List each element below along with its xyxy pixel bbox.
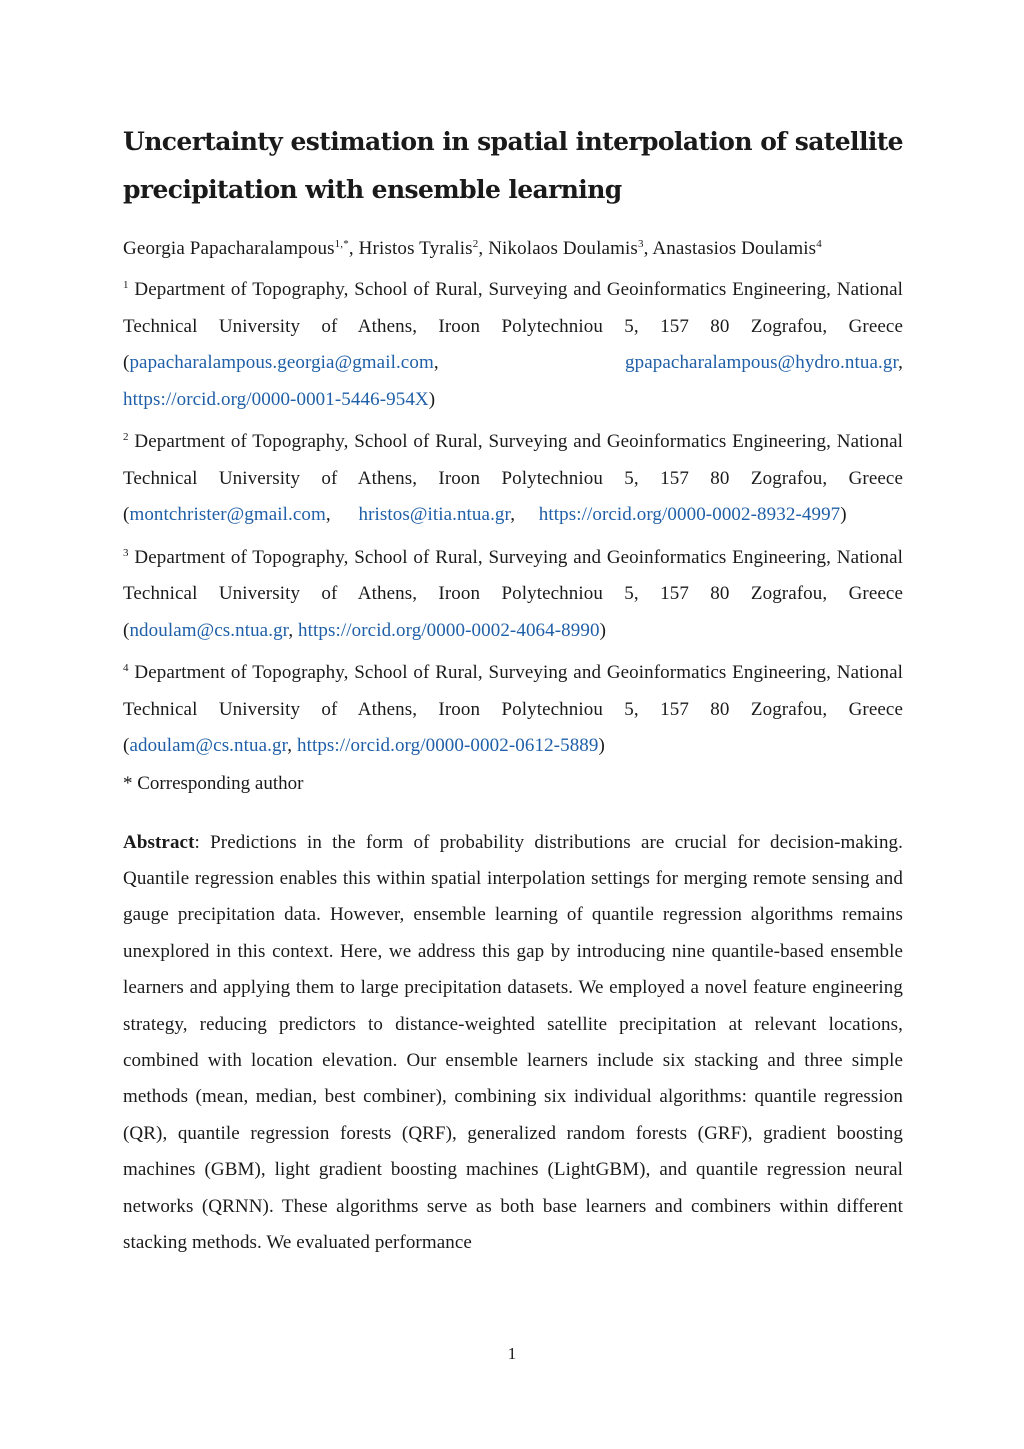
author-list [123,236,903,262]
affiliation-3: $^3$ Department of Topography, School of Rural, Surveying and Geoinformatics Engineering, National Technical University of Athens, Iroon Polytechniou 5, 157 80 Zografou, Greece (ndoulam@cs.ntua.gr, https://orcid.org/0000-0002-4064-8990) [123,546,903,641]
email-link[interactable]: gpapacharalampous@hydro.ntua.gr [625,352,899,373]
affiliation-4: $^4$ Department of Topography, School of Rural, Surveying and Geoinformatics Engineering, National Technical University of Athens, Iroon Polytechniou 5, 157 80 Zografou, Greece (adoulam@cs.ntua.gr, https://orcid.org/0000-0002-0612-5889) [123,662,903,756]
paper-page [123,118,903,1261]
orcid-link[interactable]: https://orcid.org/0000-0002-8932-4997 [538,504,841,525]
author-1: Georgia Papacharalampous$^{1,*}$, [123,238,359,259]
affiliation-2: $^2$ Department of Topography, School of Rural, Surveying and Geoinformatics Engineering, National Technical University of Athens, Iroon Polytechniou 5, 157 80 Zografou, Greece (montchrister@gmail.com, hristos@itia.ntua.gr, https://orcid.org/0000-0002-8932-4997) [123,431,903,525]
orcid-link[interactable]: https://orcid.org/0000-0002-0612-5889 [296,735,599,756]
corresponding-author-note: * Corresponding author [123,772,304,794]
page-number: 1 [507,1344,517,1363]
email-link[interactable]: adoulam@cs.ntua.gr [129,735,288,756]
abstract-text: : Predictions in the form of probability distributions are crucial for decision-making. Quantile regression enables this within spatial interpolation settings for merging remote sensing and gauge precipitation data. However, ensemble learning of quantile regression algorithms remains unexplored in this context. Here, we address this gap by introducing nine quantile-based ensemble learners and applying them to large precipitation datasets. We employed a novel feature engineering strategy, reducing predictors to distance-weighted satellite precipitation at relevant locations, combined with location elevation. Our ensemble learners include six stacking and three simple methods (mean, median, best combiner), combining six individual algorithms: quantile regression (QR), quantile regression forests (QRF), generalized random forests (GRF), gradient boosting machines (GBM), light gradient boosting machines (LightGBM), and quantile regression neural networks (QRNN). These algorithms serve as both base learners and combiners within different stacking methods. We evaluated performance [123,831,903,1253]
abstract-label: Abstract [123,831,195,853]
paper-title: Uncertainty estimation in spatial interpolation of satellite precipitation with ensemble learning [123,127,903,204]
orcid-link[interactable]: https://orcid.org/0000-0001-5446-954X [123,388,429,410]
orcid-link[interactable]: https://orcid.org/0000-0002-4064-8990 [298,619,600,641]
author-4: Anastasios Doulamis$^4$ [652,238,822,259]
email-link[interactable]: ndoulam@cs.ntua.gr [129,619,289,641]
affiliation-1: $^1$ Department of Topography, School of Rural, Surveying and Geoinformatics Engineering, National Technical University of Athens, Iroon Polytechniou 5, 157 80 Zografou, Greece (papacharalampous.georgia@gmail.com, gpapacharalampous@hydro.ntua.gr, https://orcid.org/0000-0001-5446-954X) [123,279,903,410]
email-link[interactable]: papacharalampous.georgia@gmail.com [129,352,434,373]
email-link[interactable]: montchrister@gmail.com [129,504,326,525]
author-3: Nikolaos Doulamis$^3$, [488,238,653,259]
author-2: Hristos Tyralis$^2$, [358,238,489,259]
abstract [123,825,903,1262]
email-link[interactable]: hristos@itia.ntua.gr [358,504,511,525]
